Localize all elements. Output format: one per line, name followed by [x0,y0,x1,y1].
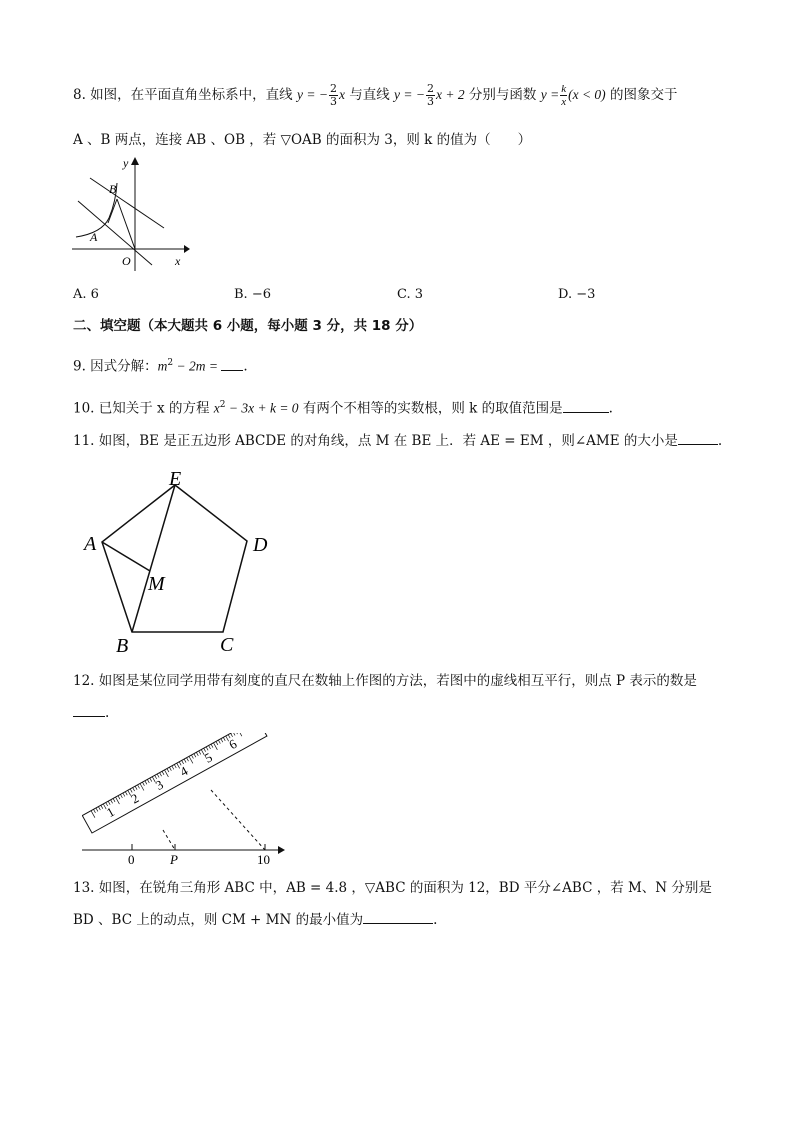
label-a: A [90,230,98,244]
q8-eq1-left: y = − [296,87,328,102]
label-o: O [122,254,131,268]
q8-eq3-fraction: $\frac{k}{x}$ [561,83,567,108]
label-zero: 0 [128,852,135,867]
ruler-number-5: 5 [201,749,215,766]
q12-line1: 12. 如图是某位同学用带有刻度的直尺在数轴上作图的方法，若图中的虚线相互平行，则点 P 表示的数是 [73,673,697,689]
ruler [82,733,267,833]
q10-line [73,395,613,419]
q8-eq2-fraction: $\frac{2}{3}$ [427,82,434,108]
q11-line [73,431,722,451]
label-d: D [253,534,268,556]
q10-text-b: 有两个不相等的实数根，则 k 的取值范围是 [298,400,563,417]
q13-answer-blank[interactable] [363,911,433,924]
q10-expr-b: − 3x + k = 0 [225,400,299,416]
q11-end: . [717,433,723,449]
q8-eq3-right: (x < 0) [568,87,606,102]
q10-end: . [608,400,613,417]
q12-end: . [105,705,110,721]
q13-line2 [73,910,437,930]
label-a: A [84,533,97,555]
q8-option-d: D. −3 [558,287,596,302]
q8-text-c: 分别与函数 [468,87,537,103]
q10-expr-a: x [213,400,220,416]
q9-text: 9. 因式分解： [73,358,158,375]
label-ten: 10 [257,852,270,867]
q8-option-c: C. 3 [397,287,424,302]
q12-ruler-figure [82,733,287,868]
label-m: M [148,573,165,595]
label-y: y [123,156,129,170]
label-c: C [220,634,234,656]
q9-answer-blank[interactable] [221,358,243,371]
dashed-line-p [163,830,175,850]
ruler-number-4: 4 [177,763,191,780]
q8-option-a: A. 6 [73,287,99,302]
segment-ab [108,199,117,223]
ruler-number-3: 3 [152,776,166,793]
q11-pentagon-figure [80,463,280,658]
q9-expr-a: m [157,358,168,374]
label-e: E [169,468,182,490]
q12-line2 [73,703,109,723]
q8-line2: A 、B 两点，连接 AB 、OB ，若 ▽OAB 的面积为 3，则 k 的值为（ ） [73,132,532,148]
label-b: B [109,182,117,196]
q8-eq1-right: x [338,87,345,102]
q9-expr-b: − 2m = [173,358,222,374]
q11-answer-blank[interactable] [678,432,718,445]
number-line-arrow [278,846,285,854]
q8-eq3-left: y = [540,87,560,102]
label-x: x [175,254,181,268]
section-title: 二、填空题（本大题共 6 小题，每小题 3 分，共 18 分） [73,318,423,334]
diagonal-be [132,485,175,632]
label-p: P [170,852,178,867]
q13-text: BD 、BC 上的动点，则 CM + MN 的最小值为 [73,912,364,928]
q13-end: . [433,912,438,928]
dashed-line-ten [211,790,265,850]
q13-line1: 13. 如图，在锐角三角形 ABC 中，AB = 4.8 ，▽ABC 的面积为 12，BD 平分∠ABC ，若 M、N 分别是 [73,880,712,896]
q8-eq1-fraction: $\frac{2}{3}$ [329,82,337,108]
q8-eq2-right: x + 2 [436,87,465,102]
q8-text-d: 的图象交于 [609,87,678,103]
q8-text-b: 与直线 [349,87,390,103]
label-b: B [116,635,129,657]
q8-eq2-left: y = − [394,87,425,102]
x-axis-arrow [184,245,190,253]
q8-text-a: 8. 如图，在平面直角坐标系中，直线 [73,87,293,103]
pentagon-abcde [102,485,247,632]
q9-expr-sup: 2 [167,358,174,368]
q10-expr-sup: 2 [219,400,226,410]
ruler-number-2: 2 [128,790,142,807]
q9-line [73,353,248,377]
q10-text-a: 10. 已知关于 x 的方程 [73,400,214,417]
q8-option-b: B. −6 [234,287,271,302]
q8-line1 [73,83,677,108]
q11-text: 11. 如图，BE 是正五边形 ABCDE 的对角线，点 M 在 BE 上．若 AE = EM ，则∠AME 的大小是 [73,433,678,449]
q9-end: . [243,358,248,375]
q10-answer-blank[interactable] [563,400,609,413]
q12-answer-blank[interactable] [73,704,105,717]
segment-am [102,542,150,571]
q8-coordinate-figure [72,153,192,271]
y-axis-arrow [131,157,139,165]
ruler-number-6: 6 [226,735,240,753]
ruler-number-1: 1 [103,803,117,821]
